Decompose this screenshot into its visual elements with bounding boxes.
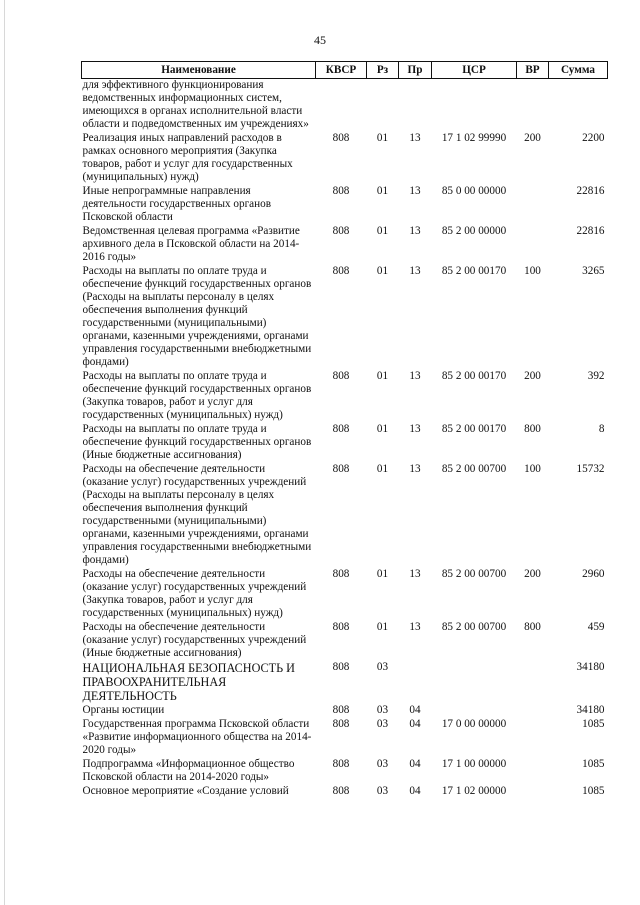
cell-kvsr: 808 xyxy=(332,718,350,730)
cell-pr: 13 xyxy=(409,132,421,144)
table-row xyxy=(82,79,608,133)
table-row xyxy=(82,704,608,718)
cell-kvsr xyxy=(316,79,367,133)
cell-name: Расходы на обеспечение деятельности (оказание услуг) государственных учреждений (Иные бюджетные ассигнования) xyxy=(82,621,307,659)
cell-vr xyxy=(517,704,549,718)
cell-vr: 200 xyxy=(524,370,541,382)
cell-pr: 13 xyxy=(409,621,421,633)
cell-csr: 17 1 02 00000 xyxy=(441,785,507,797)
cell-sum: 1085 xyxy=(582,785,605,797)
cell-rz: 01 xyxy=(376,568,389,580)
cell-pr: 13 xyxy=(409,423,421,435)
cell-vr xyxy=(517,661,549,704)
cell-csr: 85 2 00 00170 xyxy=(441,265,507,277)
header-name: Наименование xyxy=(82,62,316,79)
cell-kvsr: 808 xyxy=(332,704,350,716)
scan-edge-line xyxy=(4,0,5,905)
header-pr: Пр xyxy=(399,62,432,79)
cell-sum: 3265 xyxy=(582,265,605,277)
cell-csr: 85 2 00 00170 xyxy=(441,370,507,382)
cell-vr xyxy=(517,79,549,133)
cell-pr: 13 xyxy=(409,370,421,382)
cell-sum: 392 xyxy=(587,370,605,382)
cell-rz: 01 xyxy=(376,370,389,382)
cell-csr xyxy=(432,79,517,133)
cell-vr xyxy=(517,758,549,785)
cell-vr: 200 xyxy=(524,568,541,580)
cell-kvsr: 808 xyxy=(332,661,350,673)
cell-name: Расходы на выплаты по оплате труда и обеспечение функций государственных органов (Расходы на выплаты персоналу в целях обеспечения выполнения функций государственными (муниципальными) органами, казенными учреждениями, органами управления государственными внебюджетными фондами) xyxy=(82,265,312,368)
cell-pr: 04 xyxy=(409,758,421,770)
cell-pr: 04 xyxy=(409,704,421,716)
cell-csr: 85 0 00 00000 xyxy=(441,185,507,197)
cell-sum: 2200 xyxy=(582,132,605,144)
cell-pr: 04 xyxy=(409,785,421,797)
cell-kvsr: 808 xyxy=(332,225,350,237)
cell-kvsr: 808 xyxy=(332,758,350,770)
table-row xyxy=(82,718,608,758)
cell-sum: 8 xyxy=(598,423,605,435)
cell-name: Органы юстиции xyxy=(82,704,165,716)
cell-rz: 01 xyxy=(376,423,389,435)
table-row xyxy=(82,370,608,423)
cell-rz: 03 xyxy=(376,704,389,716)
cell-csr: 85 2 00 00000 xyxy=(441,225,507,237)
header-rz: Рз xyxy=(367,62,399,79)
cell-rz: 01 xyxy=(376,463,389,475)
cell-name: Государственная программа Псковской области «Развитие информационного общества на 2014-2020 годы» xyxy=(82,718,312,756)
cell-name: Реализация иных направлений расходов в рамках основного мероприятия (Закупка товаров, работ и услуг для государственных (муниципальных) нужд) xyxy=(82,132,293,183)
cell-vr xyxy=(517,785,549,799)
cell-pr xyxy=(399,661,432,704)
table-header xyxy=(82,62,608,79)
table-body xyxy=(82,79,608,800)
header-vr: ВР xyxy=(517,62,549,79)
cell-kvsr: 808 xyxy=(332,785,350,797)
cell-kvsr: 808 xyxy=(332,185,350,197)
cell-name: Подпрограмма «Информационное общество Псковской области на 2014-2020 годы» xyxy=(82,758,295,783)
cell-rz: 03 xyxy=(376,758,389,770)
cell-name: Иные непрограммные направления деятельности государственных органов Псковской области xyxy=(82,185,272,223)
table-row xyxy=(82,568,608,621)
page-number: 45 xyxy=(314,33,326,47)
cell-kvsr: 808 xyxy=(332,423,350,435)
cell-csr: 85 2 00 00170 xyxy=(441,423,507,435)
table-row xyxy=(82,185,608,225)
cell-rz: 01 xyxy=(376,225,389,237)
header-sum: Сумма xyxy=(549,62,608,79)
cell-kvsr: 808 xyxy=(332,568,350,580)
cell-csr: 17 1 00 00000 xyxy=(441,758,507,770)
cell-pr xyxy=(399,79,432,133)
cell-csr: 85 2 00 00700 xyxy=(441,463,507,475)
cell-csr: 17 0 00 00000 xyxy=(441,718,507,730)
cell-name: Основное мероприятие «Создание условий xyxy=(82,785,289,797)
cell-rz: 01 xyxy=(376,621,389,633)
cell-vr: 100 xyxy=(524,265,541,277)
cell-pr: 13 xyxy=(409,568,421,580)
cell-vr: 100 xyxy=(524,463,541,475)
header-csr: ЦСР xyxy=(432,62,517,79)
table-row xyxy=(82,132,608,185)
cell-sum: 22816 xyxy=(576,185,605,197)
cell-csr: 85 2 00 00700 xyxy=(441,621,507,633)
cell-pr: 04 xyxy=(409,718,421,730)
table-row xyxy=(82,225,608,265)
cell-name: Расходы на обеспечение деятельности (оказание услуг) государственных учреждений (Закупка товаров, работ и услуг для государственных (муниципальных) нужд) xyxy=(82,568,307,619)
header-row xyxy=(82,62,608,79)
table-row xyxy=(82,621,608,661)
cell-pr: 13 xyxy=(409,463,421,475)
cell-pr: 13 xyxy=(409,225,421,237)
cell-kvsr: 808 xyxy=(332,132,350,144)
cell-vr xyxy=(517,185,549,225)
cell-rz: 03 xyxy=(376,718,389,730)
cell-csr xyxy=(432,704,517,718)
section-row xyxy=(82,661,608,704)
cell-sum: 15732 xyxy=(576,463,605,475)
cell-sum: 22816 xyxy=(576,225,605,237)
cell-name: Расходы на выплаты по оплате труда и обеспечение функций государственных органов (Закупка товаров, работ и услуг для государственных (муниципальных) нужд) xyxy=(82,370,312,421)
cell-sum: 34180 xyxy=(576,704,605,716)
cell-csr: 17 1 02 99990 xyxy=(441,132,507,144)
cell-rz xyxy=(367,79,399,133)
table-row xyxy=(82,785,608,799)
cell-kvsr: 808 xyxy=(332,463,350,475)
cell-pr: 13 xyxy=(409,265,421,277)
cell-vr xyxy=(517,718,549,758)
cell-vr xyxy=(517,225,549,265)
cell-rz: 01 xyxy=(376,132,389,144)
table-row xyxy=(82,758,608,785)
cell-rz: 03 xyxy=(376,661,389,673)
cell-kvsr: 808 xyxy=(332,265,350,277)
cell-rz: 03 xyxy=(376,785,389,797)
cell-vr: 800 xyxy=(524,621,541,633)
cell-vr: 200 xyxy=(524,132,541,144)
cell-name: Расходы на обеспечение деятельности (оказание услуг) государственных учреждений (Расходы на выплаты персоналу в целях обеспечения выполнения функций государственными (муниципальными) органами, казенными учреждениями, органами управления государственными внебюджетными фондами) xyxy=(82,463,312,566)
cell-kvsr: 808 xyxy=(332,621,350,633)
cell-sum: 1085 xyxy=(582,758,605,770)
cell-pr: 13 xyxy=(409,185,421,197)
table-row xyxy=(82,423,608,463)
cell-name: Ведомственная целевая программа «Развитие архивного дела в Псковской области на 2014-2016 годы» xyxy=(82,225,300,263)
table-row xyxy=(82,463,608,568)
cell-name: для эффективного функционирования ведомственных информационных систем, имеющихся в органах исполнительной власти области и подведомственных им учреждениях» xyxy=(82,79,309,130)
table-row xyxy=(82,265,608,370)
cell-vr: 800 xyxy=(524,423,541,435)
budget-table xyxy=(81,61,608,799)
cell-name: НАЦИОНАЛЬНАЯ БЕЗОПАСНОСТЬ И ПРАВООХРАНИТЕЛЬНАЯ ДЕЯТЕЛЬНОСТЬ xyxy=(82,661,295,703)
cell-sum: 459 xyxy=(587,621,605,633)
cell-csr: 85 2 00 00700 xyxy=(441,568,507,580)
header-kvsr: КВСР xyxy=(316,62,367,79)
cell-kvsr: 808 xyxy=(332,370,350,382)
cell-rz: 01 xyxy=(376,185,389,197)
cell-sum xyxy=(549,79,608,133)
cell-sum: 34180 xyxy=(576,661,605,673)
cell-sum: 2960 xyxy=(582,568,605,580)
cell-sum: 1085 xyxy=(582,718,605,730)
cell-csr xyxy=(432,661,517,704)
cell-rz: 01 xyxy=(376,265,389,277)
cell-name: Расходы на выплаты по оплате труда и обеспечение функций государственных органов (Иные бюджетные ассигнования) xyxy=(82,423,312,461)
